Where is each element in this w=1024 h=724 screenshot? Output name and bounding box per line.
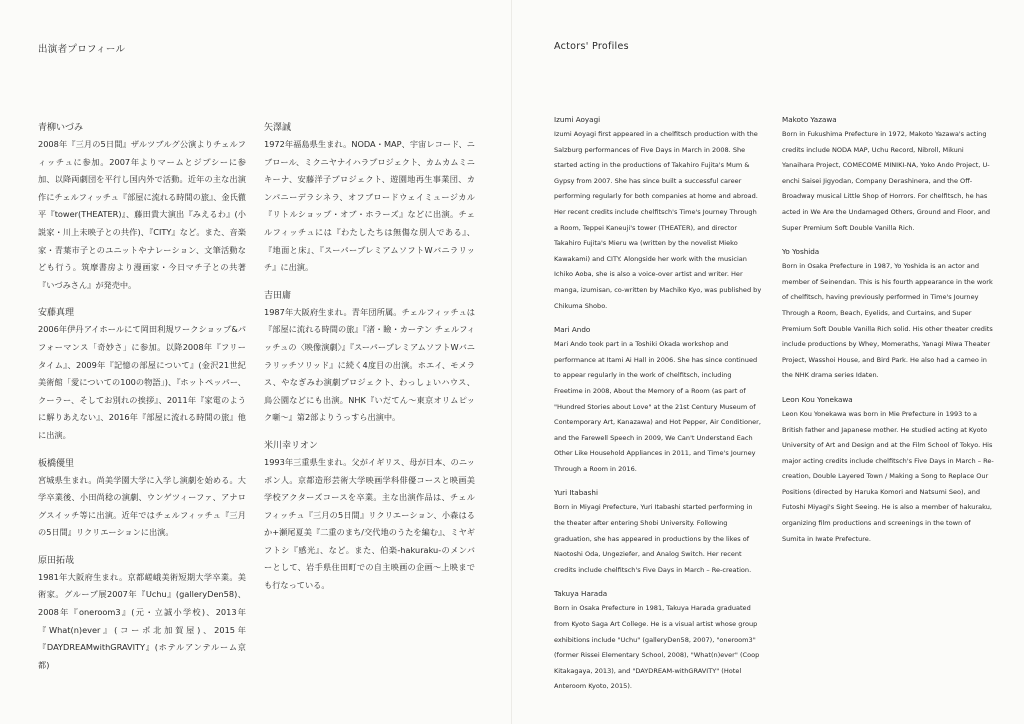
- profile-bio: 1987年大阪府生まれ。青年団所属。チェルフィッチュは『部屋に流れる時間の旅』『渚・瞼・カーテン チェルフィッチュの〈映像演劇〉』『スーパープレミアムソフトWバニラリッチソリッド』に続く4度目の出演。ホエイ、モメラス、やなぎみわ演劇プロジェクト、わっしょいハウス、鳥公園などにも出演。NHK『いだてん〜東京オリムピック噺〜』第2部よりうっすら出演中。: [264, 306, 475, 423]
- left-column-2: [264, 120, 475, 606]
- profile-entry: [782, 395, 994, 547]
- profile-entry: [554, 325, 762, 477]
- profile-entry: [38, 553, 246, 675]
- profile-name: Mari Ando: [554, 325, 591, 335]
- profile-entry: [38, 305, 246, 444]
- left-page-heading: 出演者プロフィール: [38, 44, 126, 55]
- profile-bio: Izumi Aoyagi first appeared in a chelfitsch production with the Salzburg performances of Five Days in March in 2008. She started acting in the productions of Takahiro Fujita's Mum & Gypsy from 2007. She has since built a successful career performing regularly for both companies at home and abroad. Her recent credits include chelfitsch's Time's Journey Through a Room, Teppei Kaneuji's tower (THEATER), and director Takahiro Fujita's Mieru wa (written by the novelist Mieko Kawakami) and CITY. Alongside her work with the musician Ichiko Aoba, she is also a voice-over artist and writer. Her manga, izumisan, co-written by Machiko Kyo, was published by Chikuma Shobo.: [554, 130, 762, 310]
- profile-bio: Born in Fukushima Prefecture in 1972, Makoto Yazawa's acting credits include NODA MAP, Uchu Record, Nibroll, Mikuni Yanaihara Project, COMECOME MINIKI-NA, Yoko Ando Project, U-enchi Saisei Jigyodan, Company Derashinera, and the Off-Broadway musical Little Shop of Horrors. For chelfitsch, he has acted in We Are the Undamaged Others, Ground and Floor, and Super Premium Soft Double Vanilla Rich.: [782, 130, 991, 232]
- profile-name: 吉田庸: [264, 290, 292, 301]
- profile-bio: Leon Kou Yonekawa was born in Mie Prefecture in 1993 to a British father and Japanese mother. He studied acting at Kyoto University of Art and Design and at the Film School of Tokyo. His major acting credits include chelfitsch's Five Days in March – Re-creation, Double Layered Town / Making a Song to Replace Our Positions (directed by Haruka Komori and Natsumi Seo), and Futoshi Miyagi's Sight Seeing. He is also a member of hakuraku, organizing film productions and screenings in the town of Sumita in Iwate Prefecture.: [782, 409, 994, 543]
- right-page-english: [512, 0, 1024, 724]
- profile-name: 板橋優里: [38, 458, 75, 469]
- profile-bio: Mari Ando took part in a Toshiki Okada workshop and performance at Itami Ai Hall in 2006. She has since continued to appear regularly in the work of chelfitsch, including Freetime in 2008, About the Memory of a Room (as part of "Hundred Stories about Love" at the 21st Century Museum of Contemporary Art, Kanazawa) and Hot Pepper, Air Conditioner, and the Farewell Speech in 2009, We Can't Understand Each Other Like Household Appliances in 2011, and Time's Journey Through a Room in 2016.: [554, 340, 761, 473]
- profile-name: 原田拓哉: [38, 555, 75, 566]
- profile-name: Leon Kou Yonekawa: [782, 394, 853, 404]
- profile-name: 矢澤誠: [264, 123, 292, 133]
- profile-name: Yuri Itabashi: [554, 488, 598, 498]
- profile-bio: 2008年『三月の5日間』ザルツブルグ公演よりチェルフィッチュに参加。2007年よりマームとジプシーに参加、以降両劇団を平行し国内外で活動。近年の主な出演作にチェルフィッチュ『部屋に流れる時間の旅』、金氏徹平『tower(THEATER)』、藤田貴大演出『みえるわ』(小説家・川上未映子との共作)、『CITY』など。また、音楽家・青葉市子とのユニットやナレーション、文筆活動なども行う。筑摩書房より漫画家・今日マチ子との共著『いづみさん』が発売中。: [38, 139, 246, 290]
- right-page-heading: Actors' Profiles: [554, 41, 629, 52]
- left-column-1: [38, 120, 246, 685]
- profile-bio: 1981年大阪府生まれ。京都嵯峨美術短期大学卒業。美術家。グループ展2007年『Uchu』(galleryDen58)、2008年『oneroom3』(元・立誠小学校)、2013年『What(n)ever』(コーポ北加賀屋)、2015年『DAYDREAMwithGRAVITY』(ホテルアンテルーム京都): [38, 571, 246, 670]
- profile-entry: [554, 589, 762, 695]
- profile-name: 米川幸リオン: [264, 440, 318, 451]
- profile-bio: 1972年福島県生まれ。NODA・MAP、宇宙レコード、ニブロール、ミクニヤナイハラプロジェクト、カムカムミニキーナ、安藤洋子プロジェクト、遊園地再生事業団、カンパニーデラシネラ、オフブロードウェイミュージカル『リトルショップ・オブ・ホラーズ』などに出演。チェルフィッチュには『わたしたちは無傷な別人である』、『地面と床』、『スーパープレミアムソフトWバニラリッチ』に出演。: [264, 139, 475, 273]
- profile-name: Takuya Harada: [554, 589, 608, 599]
- profile-entry: [264, 120, 475, 277]
- profile-name: 安藤真理: [38, 308, 75, 319]
- profile-bio: Born in Osaka Prefecture in 1987, Yo Yoshida is an actor and member of Seinendan. This is his fourth appearance in the work of chelfitsch, having previously performed in Time's Journey Through a Room, Beach, Eyelids, and Curtains, and Super Premium Soft Double Vanilla Rich solid. His other theater credits include productions by Whey, Momeraths, Yanagi Miwa Theater Project, Wasshoi House, and Bird Park. He also had a cameo in the NHK drama series Idaten.: [782, 262, 993, 380]
- profile-name: Yo Yoshida: [782, 247, 820, 257]
- profile-name: 青柳いづみ: [38, 123, 84, 133]
- profile-entry: [264, 288, 475, 427]
- profile-entry: [782, 115, 994, 236]
- profile-entry: [38, 456, 246, 542]
- profile-bio: 1993年三重県生まれ。父がイギリス、母が日本、のニッポン人。京都造形芸術大学映画学科俳優コースと映画美学校アクターズコースを卒業。主な出演作品は、チェルフィッチュ『三月の5日間』リクリエーション、小森はるか+瀬尾夏美『二重のまち/交代地のうたを編む』、ミヤギフトシ『感光』、など。また、伯楽-hakuraku-のメンバーとして、岩手県住田町での自主映画の企画〜上映までも行なっている。: [264, 456, 475, 591]
- profile-entry: [554, 115, 762, 314]
- profile-name: Makoto Yazawa: [782, 115, 837, 124]
- profile-entry: [38, 120, 246, 294]
- profile-bio: 2006年伊丹アイホールにて岡田利規ワークショップ&パフォーマンス「奇妙さ」に参加。以降2008年『フリータイム』、2009年『記憶の部屋について』(金沢21世紀美術館「愛についての100の物語」)、『ホットペッパー、クーラー、そしてお別れの挨拶』、2011年『家電のように解りあえない』、2016年『部屋に流れる時間の旅』他に出演。: [38, 324, 246, 440]
- profile-bio: Born in Miyagi Prefecture, Yuri Itabashi started performing in the theater after entering Shobi University. Following graduation, she has appeared in productions by the likes of Naotoshi Oda, Ungeziefer, and Analog Switch. Her recent credits include chelfitsch's Five Days in March – Re-creation.: [554, 503, 753, 574]
- right-column-1: [554, 115, 762, 706]
- profile-bio: Born in Osaka Prefecture in 1981, Takuya Harada graduated from Kyoto Saga Art College. He is a visual artist whose group exhibitions include "Uchu" (galleryDen58, 2007), "oneroom3" (former Rissei Elementary School, 2008), "What(n)ever" (Coop Kitakagaya, 2013), and "DAYDREAM-withGRAVITY" (Hotel Anteroom Kyoto, 2015).: [554, 604, 760, 691]
- right-column-2: [782, 115, 994, 558]
- profile-entry: [554, 488, 762, 578]
- profile-entry: [264, 438, 475, 595]
- profile-entry: [782, 247, 994, 384]
- profile-bio: 宮城県生まれ。尚美学園大学に入学し演劇を始める。大学卒業後、小田尚稔の演劇、ウンゲツィーファ、アナログスイッチ等に出演。近年ではチェルフィッチュ『三月の5日間』リクリエーションに出演。: [38, 474, 246, 538]
- profile-name: Izumi Aoyagi: [554, 115, 601, 124]
